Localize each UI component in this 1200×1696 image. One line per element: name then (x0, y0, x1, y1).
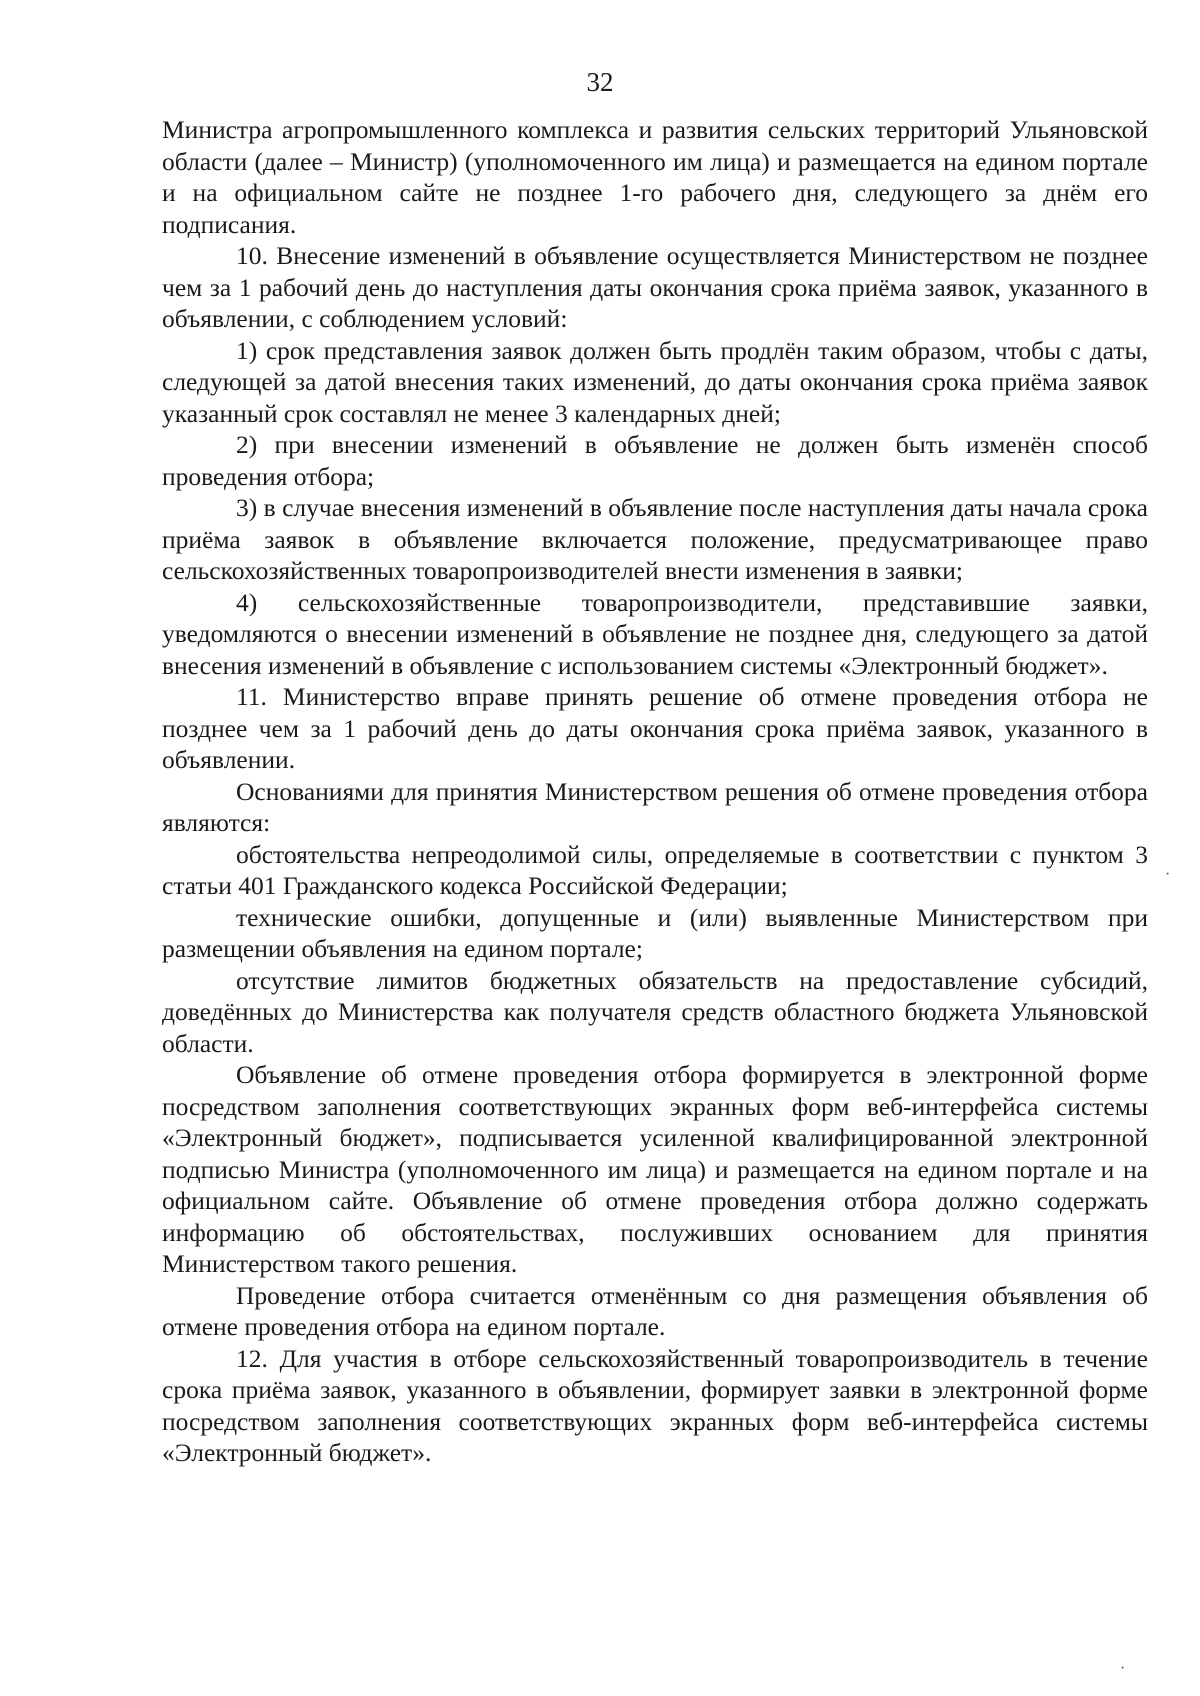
paragraph-8: Основаниями для принятия Министерством решения об отмене проведения отбора являются: (162, 776, 1148, 837)
scan-speck: · (1120, 1660, 1126, 1677)
paragraph-1: Министра агропромышленного комплекса и развития сельских территорий Ульяновской области (далее – Министр) (уполномоченного им лица) и размещается на едином портале и на официальном сайте не позднее 1-го рабочего дня, следующего за днём его подписания. (162, 115, 1148, 239)
paragraph-13: Проведение отбора считается отменённым со дня размещения объявления об отмене проведения отбора на едином портале. (162, 1280, 1148, 1341)
paragraph-12: Объявление об отмене проведения отбора формируется в электронной форме посредством заполнения соответствующих экранных форм веб-интерфейса системы «Электронный бюджет», подписывается усиленной квалифицированной электронной подписью Министра (уполномоченного им лица) и размещается на едином портале и на официальном сайте. Объявление об отмене проведения отбора должно содержать информацию об обстоятельствах, послуживших основанием для принятия Министерством такого решения. (162, 1060, 1148, 1278)
paragraph-3: 1) срок представления заявок должен быть продлён таким образом, чтобы с даты, следующей за датой внесения таких изменений, до даты окончания срока приёма заявок указанный срок составлял не менее 3 календарных дней; (162, 335, 1148, 428)
paragraph-10: технические ошибки, допущенные и (или) выявленные Министерством при размещении объявления на едином портале; (162, 902, 1148, 963)
page-number: 32 (586, 67, 614, 97)
paragraph-5: 3) в случае внесения изменений в объявление после наступления даты начала срока приёма заявок в объявление включается положение, предусматривающее право сельскохозяйственных товаропроизводителей внести изменения в заявки; (162, 493, 1148, 585)
paragraph-4: 2) при внесении изменений в объявление не должен быть изменён способ проведения отбора; (162, 430, 1148, 491)
paragraph-11: отсутствие лимитов бюджетных обязательств на предоставление субсидий, доведённых до Министерства как получателя средств областного бюджета Ульяновской области. (162, 965, 1148, 1058)
paragraph-14: 12. Для участия в отборе сельскохозяйственный товаропроизводитель в течение срока приёма заявок, указанного в объявлении, формирует заявки в электронной форме посредством заполнения соответствующих экранных форм веб-интерфейса системы «Электронный бюджет». (162, 1343, 1148, 1467)
scan-speck: · (1165, 866, 1171, 883)
paragraph-2: 10. Внесение изменений в объявление осуществляется Министерством не позднее чем за 1 рабочий день до наступления даты окончания срока приёма заявок, указанного в объявлении, с соблюдением условий: (162, 241, 1148, 333)
paragraph-6: 4) сельскохозяйственные товаропроизводители, представившие заявки, уведомляются о внесении изменений в объявление не позднее дня, следующего за датой внесения изменений в объявление с использованием системы «Электронный бюджет». (162, 587, 1148, 680)
paragraph-7: 11. Министерство вправе принять решение об отмене проведения отбора не позднее чем за 1 рабочий день до даты окончания срока приёма заявок, указанного в объявлении. (162, 682, 1148, 774)
paragraph-9: обстоятельства непреодолимой силы, определяемые в соответствии с пунктом 3 статьи 401 Гражданского кодекса Российской Федерации; (162, 839, 1148, 900)
document-body (162, 114, 1148, 1469)
